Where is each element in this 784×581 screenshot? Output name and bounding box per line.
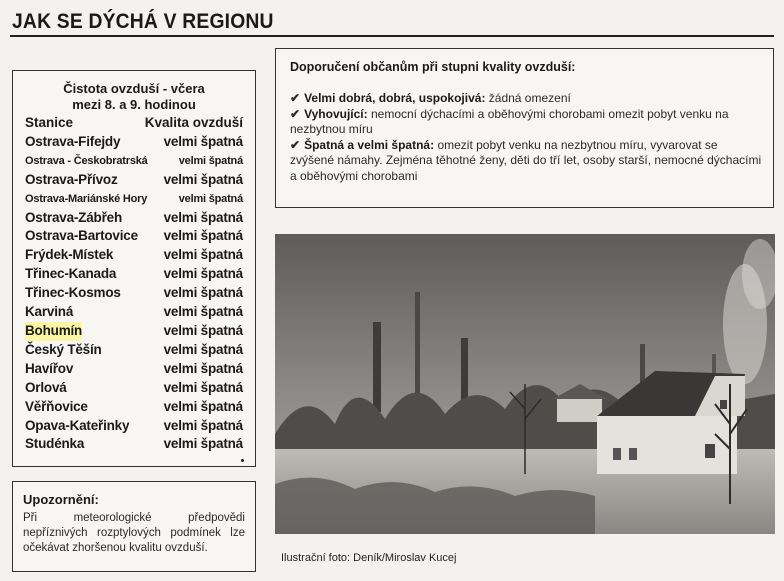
smog-photo [275,234,775,534]
table-row [13,303,255,322]
station-name: Bohumín [25,322,82,341]
station-name: Ostrava-Zábřeh [25,209,122,225]
recommendation-item [290,91,763,107]
checkmark-icon: ✔ [290,91,301,105]
station-name: Ostrava-Bartovice [25,228,138,244]
table-row [13,265,255,284]
table-row [13,171,255,190]
quality-value: velmi špatná [163,304,243,320]
table-row [13,417,255,436]
headline-rule [10,35,774,37]
station-name: Frýdek-Místek [25,247,114,263]
station-name: Třinec-Kanada [25,266,117,282]
recommendation-item [290,138,763,185]
col-station: Stanice [25,115,74,130]
quality-value: velmi špatná [163,398,243,414]
warning-title: Upozornění: [23,492,99,507]
quality-value: velmi špatná [178,154,243,167]
col-quality: Kvalita ovzduší [144,115,243,130]
station-name: Český Těšín [25,341,102,357]
station-name: Ostrava - Českobratrská [25,154,148,167]
table-row [13,133,255,152]
table-row [13,227,255,246]
headline: JAK SE DÝCHÁ V REGIONU [12,10,274,33]
table-row [13,322,255,341]
table-row [13,379,255,398]
station-name: Ostrava-Přívoz [25,171,118,187]
table-row [13,190,255,209]
warning-text: Při meteorologické předpovědi nepříznivých rozptylových podmínek lze očekávat zhoršenou kvalitu ovzduší. [23,512,245,554]
checkmark-icon: ✔ [290,137,301,152]
table-row [13,284,255,303]
end-dot [241,459,244,462]
recommendation-text: nemocní dýchacími a oběhovými chorobami omezit pobyt venku na nezbytnou míru [290,106,729,136]
air-quality-header [13,114,255,133]
smog-landscape-image [275,234,775,534]
quality-value: velmi špatná [163,266,243,282]
air-quality-box [12,70,256,467]
table-row [13,152,255,171]
station-name: Věřňovice [25,398,88,414]
quality-value: velmi špatná [163,209,243,225]
recommendation-item [290,107,763,138]
quality-value: velmi špatná [163,247,243,263]
station-name: Opava-Kateřinky [25,417,130,433]
recommendations-title: Doporučení občanům při stupni kvality ovzduší: [290,60,576,74]
recommendation-text: žádná omezení [485,91,571,105]
air-quality-title [13,81,255,113]
quality-value: velmi špatná [178,192,243,205]
recommendation-text: omezit pobyt venku na nezbytnou míru, vyvarovat se zvýšené námahy. Zejména těhotné ženy, děti do tří let, osoby starší, nemocné dýchacími a oběhovými chorobami [290,137,762,183]
quality-value: velmi špatná [163,228,243,244]
station-name: Třinec-Kosmos [25,285,121,301]
quality-value: velmi špatná [163,360,243,376]
air-quality-title-line1: Čistota ovzduší - včera [63,81,205,96]
quality-value: velmi špatná [163,417,243,433]
station-name: Karviná [25,304,74,320]
recommendation-label: Velmi dobrá, dobrá, uspokojivá: [304,91,486,105]
station-name: Ostrava-Fifejdy [25,133,121,149]
photo-caption: Ilustrační foto: Deník/Miroslav Kucej [281,552,457,564]
quality-value: velmi špatná [163,133,243,149]
quality-value: velmi špatná [163,322,243,338]
recommendations-box [275,48,774,208]
table-row [13,246,255,265]
table-row [13,398,255,417]
recommendation-label: Špatná a velmi špatná: [304,137,435,152]
station-name: Ostrava-Mariánské Hory [25,192,148,205]
table-row [13,360,255,379]
quality-value: velmi špatná [163,436,243,452]
table-row [13,209,255,228]
station-name: Havířov [25,360,74,376]
table-row [13,435,255,454]
quality-value: velmi špatná [163,285,243,301]
quality-value: velmi špatná [163,171,243,187]
recommendation-label: Vyhovující: [304,106,368,121]
air-quality-rows [13,133,255,454]
quality-value: velmi špatná [163,341,243,357]
station-name: Studénka [25,436,85,452]
station-name: Orlová [25,379,67,395]
checkmark-icon: ✔ [290,106,301,121]
warning-box [12,481,256,572]
quality-value: velmi špatná [163,379,243,395]
air-quality-title-line2: mezi 8. a 9. hodinou [72,97,196,112]
table-row [13,341,255,360]
